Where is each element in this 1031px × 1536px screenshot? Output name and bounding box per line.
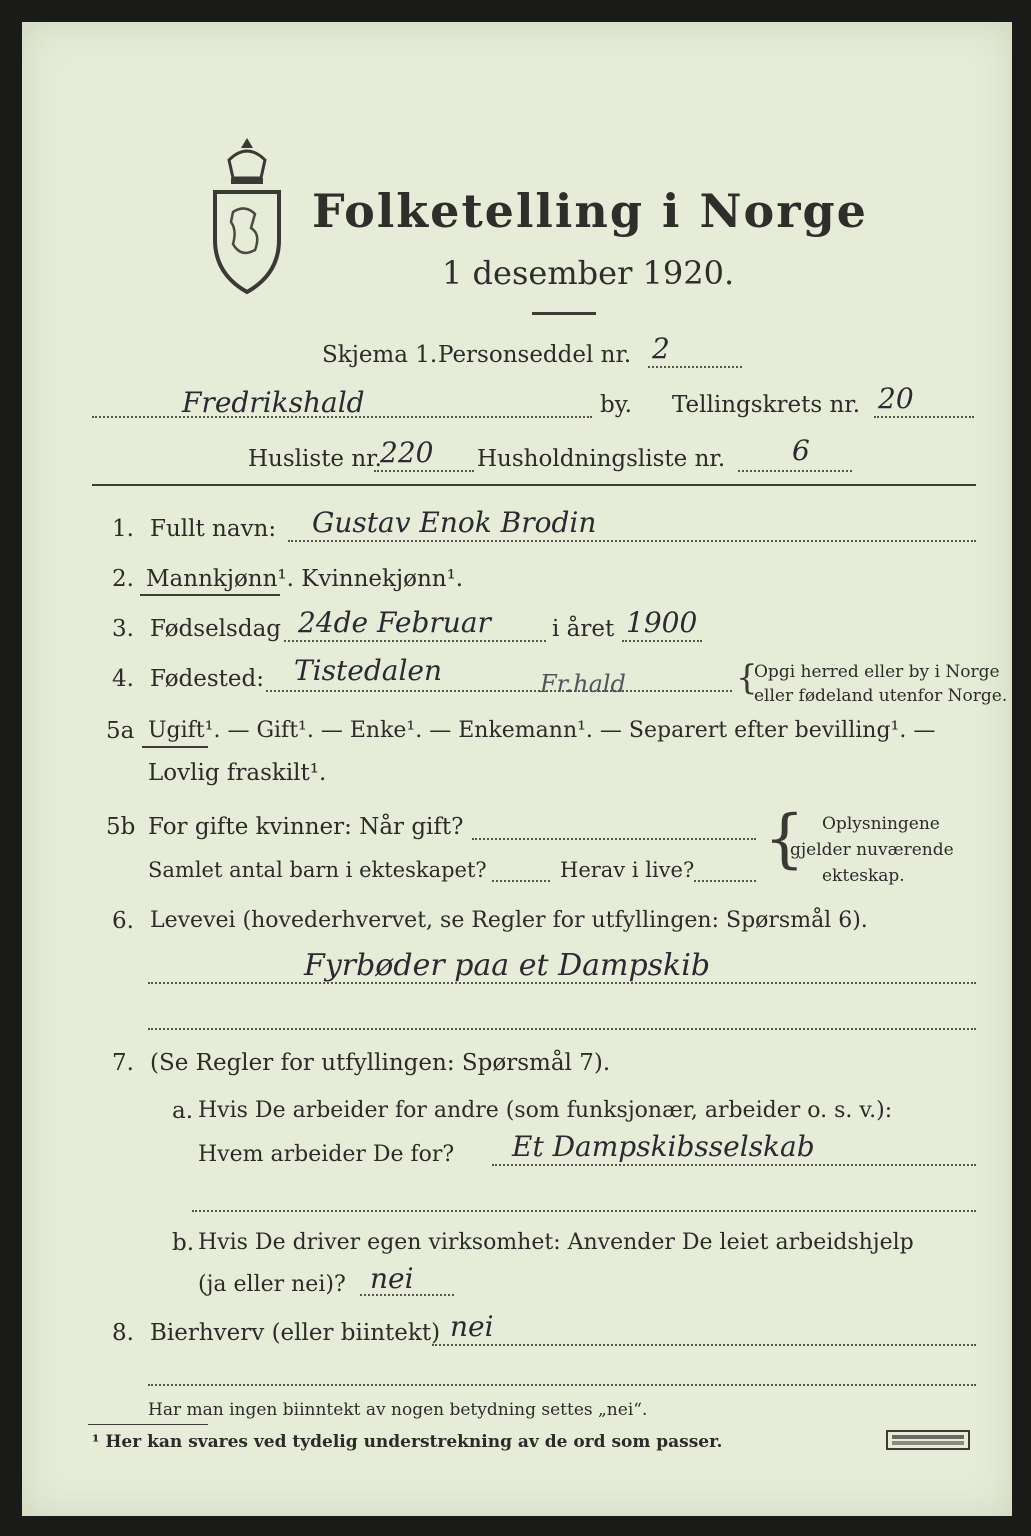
q5b-brace: { [764,802,805,876]
q3-label: Fødselsdag [150,616,282,642]
q4-number: 4. [112,666,134,692]
birth-year-value[interactable]: 1900 [626,606,698,639]
q3-number: 3. [112,616,134,642]
title-divider [532,312,596,315]
q7-label: (Se Regler for utfyllingen: Spørsmål 7). [150,1050,611,1076]
personseddel-value[interactable]: 2 [652,332,670,365]
full-name-value[interactable]: Gustav Enok Brodin [312,506,597,539]
q8-number: 8. [112,1320,134,1346]
q7b-letter: b. [172,1230,195,1256]
occupation-line-2 [148,1028,976,1030]
gender-underline [140,594,280,596]
birthplace-note-1: Opgi herred eller by i Norge [754,662,1000,682]
q7a-letter: a. [172,1098,194,1124]
full-name-line [288,540,976,542]
side-income-line [432,1344,976,1346]
occupation-value[interactable]: Fyrbøder paa et Dampskib [304,948,711,983]
q6-label: Levevei (hovederhvervet, se Regler for utfyllingen: Spørsmål 6). [150,908,868,933]
children-count-line [492,880,550,882]
hired-help-value[interactable]: nei [370,1262,414,1295]
skjema-label: Skjema 1. [322,342,438,368]
census-form-sheet [22,22,1012,1516]
q5b-note-2: gjelder nuværende [790,840,954,860]
marital-status-options[interactable]: Ugift¹. — Gift¹. — Enke¹. — Enkemann¹. — Separert efter bevilling¹. — [148,718,936,743]
birthdate-value[interactable]: 24de Februar [298,606,491,639]
hired-help-line [360,1294,454,1296]
husholdningsliste-label: Husholdningsliste nr. [477,446,726,472]
birthplace-note-2: eller fødeland utenfor Norge. [754,686,1008,706]
q7b-line2: (ja eller nei)? [198,1272,346,1297]
q5b-note-1: Oplysningene [822,814,940,834]
printer-stamp-icon [886,1430,970,1450]
employer-value[interactable]: Et Dampskibsselskab [512,1130,815,1163]
year-label: i året [552,616,615,642]
city-value[interactable]: Fredrikshald [182,386,365,419]
tellingskrets-value[interactable]: 20 [878,382,914,415]
side-income-value[interactable]: nei [450,1310,494,1343]
personseddel-label: Personseddel nr. [438,342,632,368]
q1-label: Fullt navn: [150,516,277,542]
footnote-rule [88,1424,208,1425]
q5b-note-3: ekteskap. [822,866,905,886]
footer-note: Har man ingen biinntekt av nogen betydning settes „nei“. [148,1400,648,1420]
birthdate-line [284,640,546,642]
husliste-value[interactable]: 220 [380,436,434,469]
marital-status-options-2[interactable]: Lovlig fraskilt¹. [148,760,327,786]
form-title: Folketelling i Norge [312,184,868,238]
birthplace-value[interactable]: Tistedalen [294,654,442,687]
occupation-line [148,982,976,984]
q5b-number: 5b [106,814,136,840]
husholdningsliste-line [738,470,852,472]
q7a-line2: Hvem arbeider De for? [198,1142,455,1167]
city-line [92,416,592,418]
tellingskrets-label: Tellingskrets nr. [672,392,861,418]
q7-number: 7. [112,1050,134,1076]
header-rule [92,484,976,486]
gender-options[interactable]: Mannkjønn¹. Kvinnekjønn¹. [146,566,464,592]
q5b-line1: For gifte kvinner: Når gift? [148,814,464,840]
marital-underline [142,746,208,748]
q5b-children-label: Samlet antal barn i ekteskapet? [148,858,487,882]
birth-year-line [622,640,702,642]
footnote: ¹ Her kan svares ved tydelig understrekning av de ord som passer. [92,1432,723,1452]
q7b-line1: Hvis De driver egen virksomhet: Anvender De leiet arbeidshjelp [198,1230,914,1255]
birthplace-value-2[interactable]: Fr.hald [540,670,626,698]
husholdningsliste-value[interactable]: 6 [792,434,810,467]
q7a-line1: Hvis De arbeider for andre (som funksjonær, arbeider o. s. v.): [198,1098,893,1123]
by-label: by. [600,392,632,418]
q2-number: 2. [112,566,134,592]
birthplace-line [266,690,732,692]
q4-label: Fødested: [150,666,265,692]
q5a-number: 5a [106,718,135,744]
husliste-label: Husliste nr. [248,446,382,472]
husliste-line [374,470,474,472]
q1-number: 1. [112,516,134,542]
personseddel-line [648,366,742,368]
employer-line-2 [192,1210,976,1212]
q5b-alive-label: Herav i live? [560,858,695,882]
employer-line [492,1164,976,1166]
q8-label: Bierhverv (eller biintekt) [150,1320,441,1346]
norwegian-coat-of-arms-icon [207,134,287,304]
q6-number: 6. [112,908,134,934]
tellingskrets-line [874,416,974,418]
children-alive-line [694,880,756,882]
birthplace-brace: { [736,658,758,698]
married-when-line [472,838,756,840]
census-date: 1 desember 1920. [442,254,735,292]
side-income-line-2 [148,1384,976,1386]
